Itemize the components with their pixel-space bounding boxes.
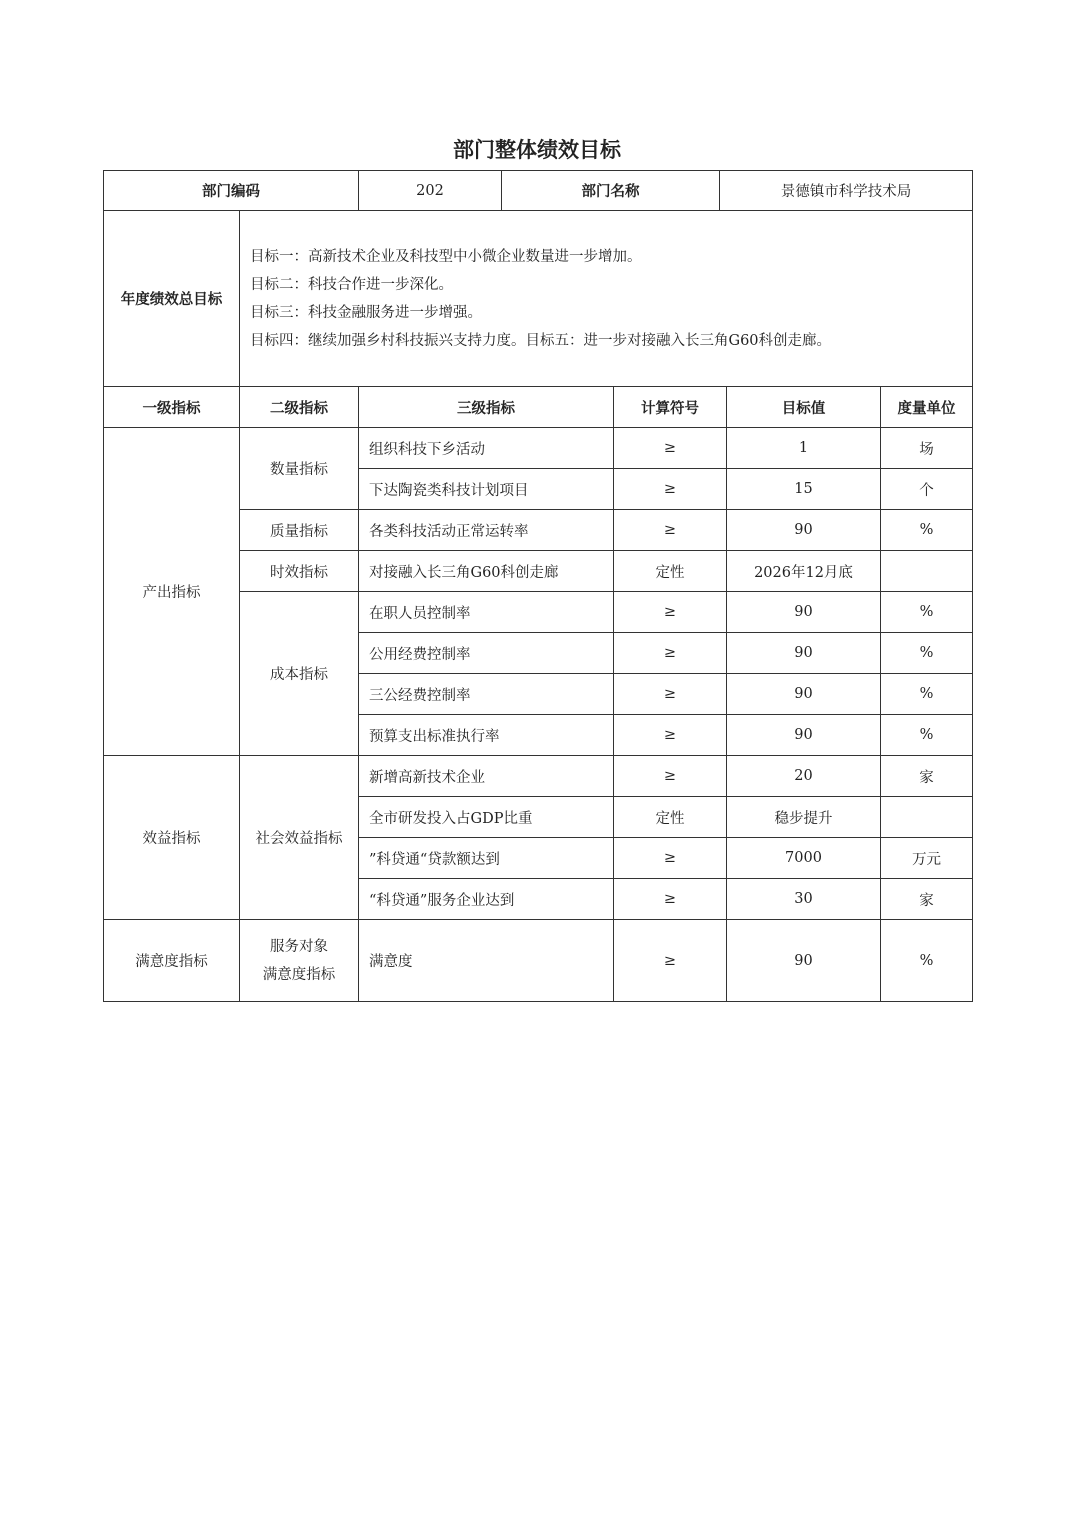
- l2-service-satisfaction: [240, 920, 359, 1002]
- row-op: ≥: [614, 633, 727, 674]
- row-name: 对接融入长三角G60科创走廊: [359, 551, 614, 592]
- row-name: 满意度: [359, 920, 614, 1002]
- row-name: 公用经费控制率: [359, 633, 614, 674]
- l1-output: 产出指标: [104, 428, 240, 756]
- l2-service-line1: 服务对象: [270, 938, 328, 955]
- l2-timeliness: 时效指标: [240, 551, 359, 592]
- indicator-table: [103, 210, 973, 1002]
- row-name: “科贷通”服务企业达到: [359, 879, 614, 920]
- row-op: ≥: [614, 920, 727, 1002]
- goals-label: 年度绩效总目标: [104, 211, 240, 387]
- row-unit: %: [881, 715, 973, 756]
- row-target: 30: [727, 879, 881, 920]
- row-name: ”科贷通“贷款额达到: [359, 838, 614, 879]
- dept-code-label: 部门编码: [104, 171, 359, 211]
- row-op: 定性: [614, 797, 727, 838]
- row-unit: 场: [881, 428, 973, 469]
- row-name: 下达陶瓷类科技计划项目: [359, 469, 614, 510]
- header-target: 目标值: [727, 387, 881, 428]
- header-l2: 二级指标: [240, 387, 359, 428]
- row-op: ≥: [614, 879, 727, 920]
- l1-benefit: 效益指标: [104, 756, 240, 920]
- dept-name-label: 部门名称: [502, 171, 720, 211]
- l2-quality: 质量指标: [240, 510, 359, 551]
- dept-info-table: [103, 170, 973, 211]
- row-target: 90: [727, 592, 881, 633]
- row-op: ≥: [614, 715, 727, 756]
- row-unit: %: [881, 633, 973, 674]
- row-unit: [881, 551, 973, 592]
- row-op: ≥: [614, 674, 727, 715]
- goal-line: 目标二：科技合作进一步深化。: [250, 276, 453, 293]
- row-unit: %: [881, 674, 973, 715]
- header-unit: 度量单位: [881, 387, 973, 428]
- row-target: 90: [727, 510, 881, 551]
- goal-line: 目标一：高新技术企业及科技型中小微企业数量进一步增加。: [250, 248, 642, 265]
- row-name: 全市研发投入占GDP比重: [359, 797, 614, 838]
- row-target: 稳步提升: [727, 797, 881, 838]
- row-target: 1: [727, 428, 881, 469]
- row-name: 新增高新技术企业: [359, 756, 614, 797]
- row-unit: [881, 797, 973, 838]
- row-name: 三公经费控制率: [359, 674, 614, 715]
- l2-cost: 成本指标: [240, 592, 359, 756]
- goal-line: 目标四：继续加强乡村科技振兴支持力度。目标五：进一步对接融入长三角G60科创走廊。: [250, 332, 832, 349]
- row-target: 15: [727, 469, 881, 510]
- row-unit: 家: [881, 756, 973, 797]
- row-name: 各类科技活动正常运转率: [359, 510, 614, 551]
- header-l3: 三级指标: [359, 387, 614, 428]
- row-target: 90: [727, 920, 881, 1002]
- row-unit: 个: [881, 469, 973, 510]
- row-target: 20: [727, 756, 881, 797]
- goal-line: 目标三：科技金融服务进一步增强。: [250, 304, 482, 321]
- row-target: 90: [727, 633, 881, 674]
- dept-code: 202: [359, 171, 502, 211]
- dept-name: 景德镇市科学技术局: [720, 171, 973, 211]
- row-op: ≥: [614, 510, 727, 551]
- row-op: ≥: [614, 592, 727, 633]
- l2-service-line2: 满意度指标: [262, 966, 336, 983]
- row-unit: %: [881, 510, 973, 551]
- row-op: 定性: [614, 551, 727, 592]
- row-op: ≥: [614, 428, 727, 469]
- row-name: 组织科技下乡活动: [359, 428, 614, 469]
- page-title: 部门整体绩效目标: [453, 138, 621, 162]
- row-unit: 万元: [881, 838, 973, 879]
- l1-satisfaction: 满意度指标: [104, 920, 240, 1002]
- row-unit: %: [881, 920, 973, 1002]
- header-l1: 一级指标: [104, 387, 240, 428]
- l2-quantity: 数量指标: [240, 428, 359, 510]
- row-target: 2026年12月底: [727, 551, 881, 592]
- row-target: 90: [727, 674, 881, 715]
- goals-text: [240, 211, 973, 387]
- header-op: 计算符号: [614, 387, 727, 428]
- row-unit: 家: [881, 879, 973, 920]
- row-name: 在职人员控制率: [359, 592, 614, 633]
- row-target: 7000: [727, 838, 881, 879]
- l2-social: 社会效益指标: [240, 756, 359, 920]
- row-name: 预算支出标准执行率: [359, 715, 614, 756]
- row-unit: %: [881, 592, 973, 633]
- row-op: ≥: [614, 838, 727, 879]
- row-op: ≥: [614, 469, 727, 510]
- row-op: ≥: [614, 756, 727, 797]
- row-target: 90: [727, 715, 881, 756]
